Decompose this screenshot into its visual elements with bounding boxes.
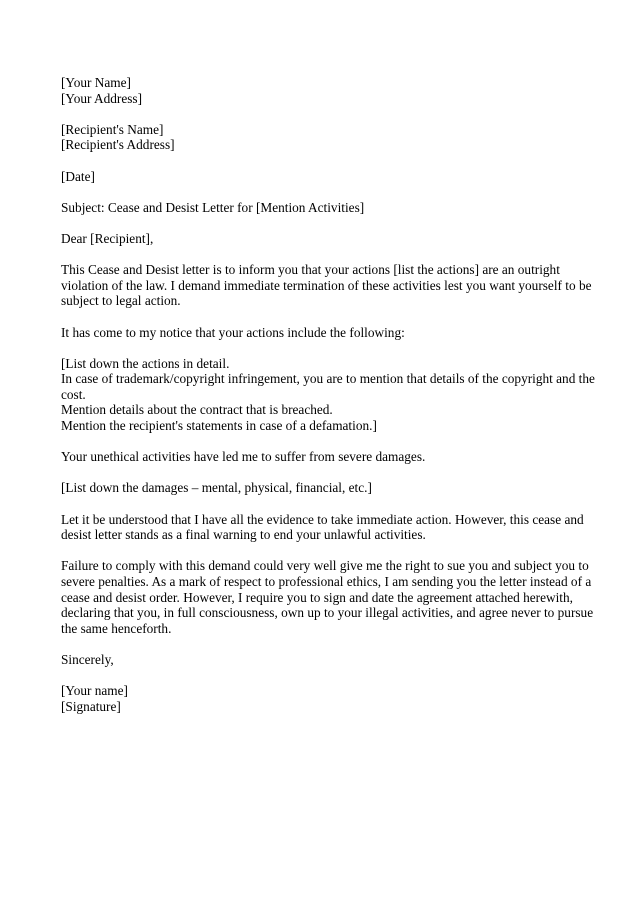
- recipient-name: [Recipient's Name]: [61, 121, 164, 137]
- closing-text: Sincerely,: [61, 651, 114, 667]
- letter-body: [61, 75, 595, 730]
- signature-name: [Your name]: [61, 683, 128, 699]
- salutation: [61, 231, 581, 247]
- notice-text: It has come to my notice that your actions include the following:: [61, 324, 405, 340]
- damages-list-text: [List down the damages – mental, physical, financial, etc.]: [61, 480, 372, 496]
- evidence-line: Let it be understood that I have all the evidence to take immediate action. However, this cease and: [61, 511, 584, 527]
- date-text: [Date]: [61, 168, 95, 184]
- subject-text: Subject: Cease and Desist Letter for [Mention Activities]: [61, 199, 365, 215]
- actions-line: In case of trademark/copyright infringement, you are to mention that details of the copyright and the: [61, 371, 595, 387]
- closing: [61, 652, 581, 668]
- actions-paragraph: [61, 355, 595, 434]
- failure-line: severe penalties. As a mark of respect to professional ethics, I am sending you the letter instead of a: [61, 574, 592, 589]
- failure-line: cease and desist order. However, I require you to sign and date the agreement attached herewith,: [61, 589, 573, 605]
- damages-statement-text: Your unethical activities have led me to suffer from severe damages.: [61, 449, 426, 465]
- actions-line: [List down the actions in detail.: [61, 355, 230, 371]
- intro-line: violation of the law. I demand immediate termination of these activities lest you want yourself to be: [61, 277, 592, 293]
- failure-line: declaring that you, in full consciousness, own up to your illegal activities, and agree never to pursue: [61, 605, 594, 621]
- failure-line: the same henceforth.: [61, 620, 172, 636]
- sender-block: [61, 75, 581, 106]
- evidence-paragraph: [61, 511, 584, 543]
- salutation-text: Dear [Recipient],: [61, 230, 154, 246]
- actions-line: cost.: [61, 386, 86, 402]
- intro-line: This Cease and Desist letter is to inform you that your actions [list the actions] are an outright: [61, 262, 560, 278]
- evidence-line: desist letter stands as a final warning to end your unlawful activities.: [61, 527, 426, 543]
- failure-line: Failure to comply with this demand could very well give me the right to sue you and subject you to: [61, 558, 589, 574]
- damages-statement-paragraph: [61, 449, 581, 465]
- date-line: [61, 169, 581, 185]
- signature-placeholder: [Signature]: [61, 698, 121, 714]
- sender-address: [Your Address]: [61, 90, 143, 106]
- recipient-address: [Recipient's Address]: [61, 137, 175, 153]
- intro-paragraph: [61, 262, 592, 309]
- actions-line: Mention the recipient's statements in case of a defamation.]: [61, 418, 377, 434]
- intro-line: subject to legal action.: [61, 293, 181, 309]
- actions-line: Mention details about the contract that is breached.: [61, 402, 333, 418]
- damages-list-paragraph: [61, 480, 581, 496]
- sender-name: [Your Name]: [61, 75, 131, 90]
- signature-block: [61, 683, 581, 714]
- subject-line: [61, 200, 581, 216]
- notice-paragraph: [61, 325, 581, 341]
- failure-paragraph: [61, 558, 594, 636]
- recipient-block: [61, 122, 581, 153]
